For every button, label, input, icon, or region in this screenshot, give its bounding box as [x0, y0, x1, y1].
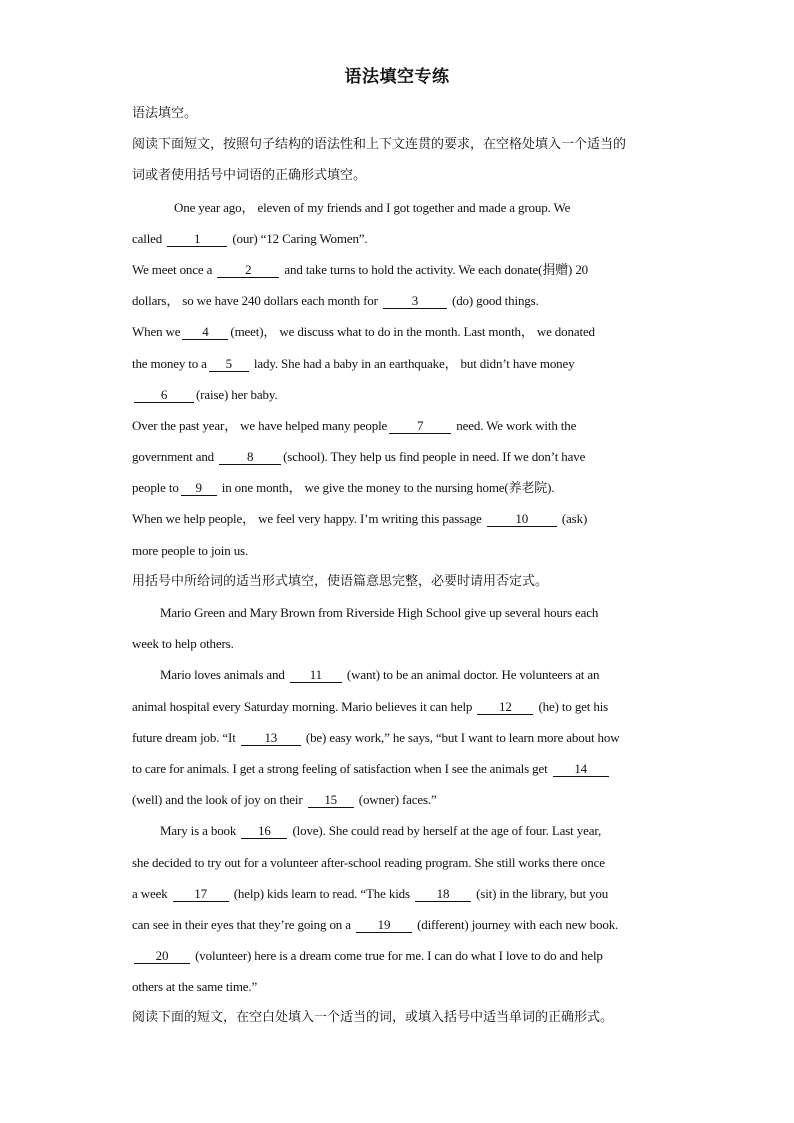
- answer-blank[interactable]: 7: [389, 418, 451, 434]
- answer-blank[interactable]: 13: [241, 730, 301, 746]
- passage-text: people to: [132, 480, 179, 496]
- passage-line: [132, 597, 662, 628]
- passage-text: more people to join us.: [132, 542, 249, 558]
- section2-instruction: 用括号中所给词的适当形式填空，使语篇意思完整，必要时请用否定式。: [132, 573, 549, 589]
- passage-line: [132, 878, 662, 909]
- passage-line: [132, 722, 662, 753]
- passage-text: (be) easy work,” he says, “but I want to learn more about how: [302, 729, 620, 745]
- answer-blank[interactable]: 15: [308, 792, 354, 808]
- passage-text: dollars， so we have 240 dollars each month for: [132, 293, 381, 309]
- passage-text: can see in their eyes that they’re going on a: [132, 916, 354, 932]
- passage-line: [132, 535, 662, 566]
- passage-text: (ask): [558, 511, 588, 527]
- passage-text: lady. She had a baby in an earthquake， but didn’t have money: [250, 355, 575, 371]
- passage-text: When we: [132, 324, 181, 340]
- passage-line: [132, 659, 662, 690]
- passage-text: (sit) in the library, but you: [473, 885, 609, 901]
- passage-text: Mary is a book: [160, 823, 240, 839]
- answer-blank[interactable]: 6: [134, 387, 194, 403]
- passage-text: (love). She could read by herself at the age of four. Last year,: [289, 823, 602, 839]
- passage-line: [132, 847, 662, 878]
- passage-line: [132, 503, 662, 534]
- passage-line: [132, 223, 662, 254]
- passage-text: in one month， we give the money to the nursing home(养老院).: [218, 480, 555, 496]
- passage-line: [132, 691, 662, 722]
- page-title: 语法填空专练: [344, 67, 450, 87]
- passage-text: need. We work with the: [453, 417, 577, 433]
- answer-blank[interactable]: 9: [181, 480, 217, 496]
- passage-line: [132, 192, 662, 223]
- answer-blank[interactable]: 17: [173, 886, 229, 902]
- passage-text: (meet)， we discuss what to do in the month. Last month， we donated: [230, 324, 595, 340]
- passage-text: week to help others.: [132, 636, 234, 652]
- passage-line: [132, 472, 662, 503]
- passage-text: One year ago， eleven of my friends and I got together and made a group. We: [174, 199, 571, 215]
- answer-blank[interactable]: 2: [217, 262, 279, 278]
- passage-text: Mario loves animals and: [160, 667, 288, 683]
- section3-instruction: 阅读下面的短文，在空白处填入一个适当的词，或填入括号中适当单词的正确形式。: [132, 1010, 614, 1026]
- answer-blank[interactable]: 11: [290, 667, 342, 683]
- answer-blank[interactable]: 1: [167, 231, 227, 247]
- answer-blank[interactable]: 10: [487, 511, 557, 527]
- passage-line: [132, 379, 662, 410]
- passage-1: [132, 192, 662, 566]
- passage-line: [132, 753, 662, 784]
- passage-text: Mario Green and Mary Brown from Riverside High School give up several hours each: [160, 605, 599, 620]
- passage-line: [132, 815, 662, 846]
- passage-text: (school). They help us find people in need. If we don’t have: [283, 449, 586, 465]
- passage-line: [132, 940, 662, 971]
- passage-text: the money to a: [132, 355, 207, 371]
- passage-text: government and: [132, 449, 218, 465]
- answer-blank[interactable]: 8: [219, 449, 281, 465]
- passage-line: [132, 316, 662, 347]
- passage-text: to care for animals. I get a strong feeling of satisfaction when I see the animals get: [132, 760, 551, 776]
- passage-text: animal hospital every Saturday morning. Mario believes it can help: [132, 698, 476, 714]
- passage-text: called: [132, 230, 166, 246]
- passage-text: (do) good things.: [448, 293, 539, 309]
- answer-blank[interactable]: 18: [415, 886, 471, 902]
- answer-blank[interactable]: 4: [182, 324, 228, 340]
- section1-instruction-line: 词或者使用括号中词语的正确形式填空。: [132, 168, 367, 184]
- passage-text: We meet once a: [132, 261, 216, 277]
- passage-text: a week: [132, 885, 171, 901]
- answer-blank[interactable]: 5: [209, 356, 249, 372]
- passage-text: (volunteer) here is a dream come true for me. I can do what I love to do and help: [192, 948, 603, 964]
- passage-text: (help) kids learn to read. “The kids: [230, 885, 414, 901]
- passage-text: (well) and the look of joy on their: [132, 792, 306, 808]
- passage-line: [132, 909, 662, 940]
- passage-text: future dream job. “It: [132, 729, 239, 745]
- section1-heading: 语法填空。: [132, 106, 198, 121]
- passage-line: [132, 441, 662, 472]
- section1-instruction-line: 阅读下面短文，按照句子结构的语法性和上下文连贯的要求，在空格处填入一个适当的: [132, 137, 627, 153]
- passage-line: [132, 285, 662, 316]
- passage-line: [132, 971, 662, 1002]
- passage-text: (he) to get his: [535, 698, 609, 714]
- answer-blank[interactable]: 14: [553, 761, 609, 777]
- passage-text: (our) “12 Caring Women”.: [229, 230, 368, 246]
- passage-line: [132, 348, 662, 379]
- passage-text: (different) journey with each new book.: [413, 916, 619, 932]
- passage-text: and take turns to hold the activity. We each donate(捐赠) 20: [281, 261, 589, 277]
- passage-line: [132, 410, 662, 441]
- passage-text: (want) to be an animal doctor. He volunteers at an: [343, 667, 600, 683]
- passage-text: (owner) faces.”: [355, 792, 437, 808]
- passage-text: she decided to try out for a volunteer after-school reading program. She still works there once: [132, 854, 605, 870]
- passage-2: [132, 597, 662, 1002]
- passage-line: [132, 784, 662, 815]
- answer-blank[interactable]: 3: [383, 293, 447, 309]
- answer-blank[interactable]: 16: [241, 823, 287, 839]
- answer-blank[interactable]: 12: [477, 699, 533, 715]
- passage-line: [132, 254, 662, 285]
- answer-blank[interactable]: 19: [356, 917, 412, 933]
- passage-text: When we help people， we feel very happy. I’m writing this passage: [132, 511, 485, 527]
- passage-text: others at the same time.”: [132, 979, 258, 995]
- passage-text: Over the past year， we have helped many people: [132, 417, 388, 433]
- passage-line: [132, 628, 662, 659]
- answer-blank[interactable]: 20: [134, 948, 190, 964]
- passage-text: (raise) her baby.: [196, 386, 278, 402]
